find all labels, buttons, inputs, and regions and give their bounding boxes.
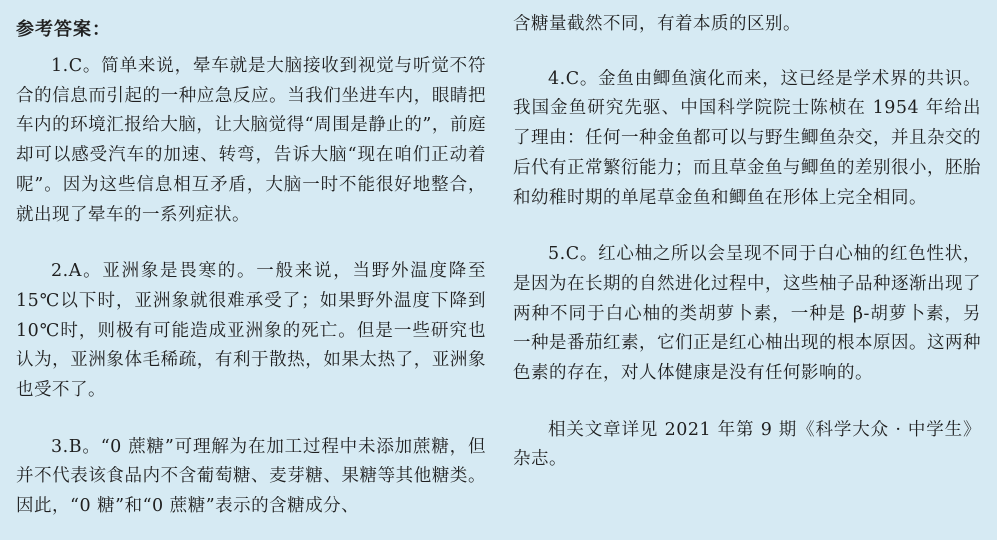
- right-column: [513, 0, 981, 475]
- answer-2: 2.A。亚洲象是畏寒的。一般来说，当野外温度降至 15℃以下时，亚洲象就很难承受了；如果野外温度下降到 10℃时，则极有可能造成亚洲象的死亡。但是一些研究也认为，亚洲象体毛稀疏，有利于散热，如果太热了，亚洲象也受不了。: [16, 261, 486, 401]
- answer-3-continued: 含糖量截然不同，有着本质的区别。: [513, 14, 801, 34]
- answer-1: 1.C。简单来说，晕车就是大脑接收到视觉与听觉不符合的信息而引起的一种应急反应。当我们坐进车内，眼睛把车内的环境汇报给大脑，让大脑觉得“周围是静止的”，前庭却可以感受汽车的加速、转弯，告诉大脑“现在咱们正动着呢”。因为这些信息相互矛盾，大脑一时不能很好地整合，就出现了晕车的一系列症状。: [16, 56, 486, 225]
- answers-heading: 参考答案：: [16, 19, 111, 40]
- answer-4: 4.C。金鱼由鲫鱼演化而来，这已经是学术界的共识。我国金鱼研究先驱、中国科学院院士陈桢在 1954 年给出了理由：任何一种金鱼都可以与野生鲫鱼杂交，并且杂交的后代有正常繁衍能力；而且草金鱼与鲫鱼的差别很小，胚胎和幼稚时期的单尾草金鱼和鲫鱼在形体上完全相同。: [513, 68, 981, 208]
- answer-5: 5.C。红心柚之所以会呈现不同于白心柚的红色性状，是因为在长期的自然进化过程中，这些柚子品种逐渐出现了两种不同于白心柚的类胡萝卜素，一种是 β-胡萝卜素，另一种是番茄红素，它们正是红心柚出现的根本原因。这两种色素的存在，对人体健康是没有任何影响的。: [513, 244, 981, 384]
- left-column: [16, 0, 486, 522]
- answer-3: 3.B。“0 蔗糖”可理解为在加工过程中未添加蔗糖，但并不代表该食品内不含葡萄糖、麦芽糖、果糖等其他糖类。因此，“0 糖”和“0 蔗糖”表示的含糖成分、: [16, 436, 486, 517]
- reference-note: 相关文章详见 2021 年第 9 期《科学大众 · 中学生》杂志。: [513, 419, 981, 470]
